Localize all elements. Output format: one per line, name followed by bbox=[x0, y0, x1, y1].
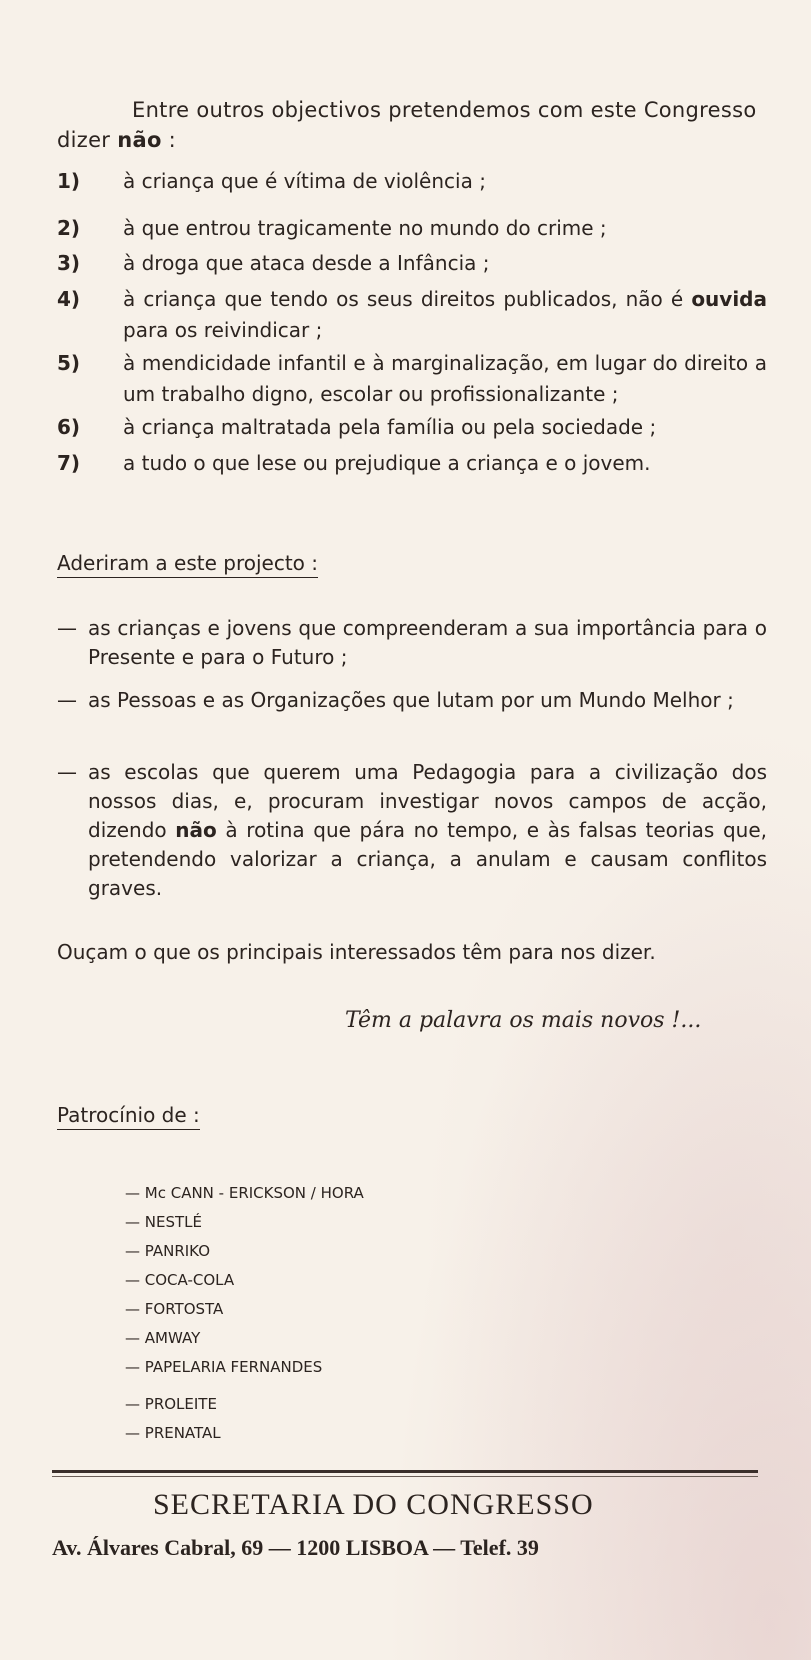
objective-item-5 bbox=[57, 348, 767, 410]
sponsor-item: — Mc CANN - ERICKSON / HORA bbox=[125, 1184, 364, 1202]
sponsor-item: — AMWAY bbox=[125, 1329, 201, 1347]
sponsor-item: — PANRIKO bbox=[125, 1242, 211, 1260]
secretariat-address: Av. Álvares Cabral, 69 — 1200 LISBOA — Telef. 39 bbox=[52, 1535, 539, 1560]
secretariat-title: SECRETARIA DO CONGRESSO bbox=[153, 1488, 594, 1521]
objective-number: 4) bbox=[57, 287, 81, 311]
objective-text: à mendicidade infantil e à marginalização, em lugar do direito a um trabalho digno, escolar ou profissionalizante ; bbox=[123, 351, 767, 406]
adherent-text-part: as escolas que querem uma Pedagogia para a civilização dos nossos dias, e, procuram investigar novos campos de acção, dizendo bbox=[88, 760, 767, 842]
sponsor-item: — FORTOSTA bbox=[125, 1300, 224, 1318]
objective-text: à criança maltratada pela família ou pela sociedade ; bbox=[123, 415, 657, 439]
intro-line-2 bbox=[57, 128, 176, 152]
intro-suffix: : bbox=[161, 128, 177, 152]
objective-text-part: à criança que tendo os seus direitos publicados, não é bbox=[123, 287, 692, 311]
objective-number: 3) bbox=[57, 251, 81, 275]
sponsor-item: — PROLEITE bbox=[125, 1395, 217, 1413]
dash-bullet: — bbox=[57, 688, 77, 712]
objective-text: à criança que é vítima de violência ; bbox=[123, 169, 486, 193]
objective-item-3 bbox=[57, 248, 767, 279]
objective-number: 6) bbox=[57, 415, 81, 439]
adherent-text: as Pessoas e as Organizações que lutam por um Mundo Melhor ; bbox=[88, 688, 734, 712]
objective-item-2 bbox=[57, 213, 767, 244]
objective-text: a tudo o que lese ou prejudique a criança e o jovem. bbox=[123, 451, 651, 475]
sponsor-item: — NESTLÉ bbox=[125, 1213, 202, 1231]
objective-number: 7) bbox=[57, 451, 81, 475]
intro-bold-nao: não bbox=[117, 128, 162, 152]
tagline: Têm a palavra os mais novos !... bbox=[345, 1008, 702, 1033]
adherent-item-2 bbox=[57, 686, 767, 715]
objective-text: à droga que ataca desde a Infância ; bbox=[123, 251, 490, 275]
objective-number: 1) bbox=[57, 169, 81, 193]
adherent-text bbox=[88, 758, 767, 903]
intro-line-1: Entre outros objectivos pretendemos com este Congresso bbox=[132, 98, 757, 122]
objective-text-part: para os reivindicar ; bbox=[123, 318, 323, 342]
adherents-heading: Aderiram a este projecto : bbox=[57, 551, 318, 578]
objective-item-1 bbox=[57, 166, 767, 197]
closing-sentence: Ouçam o que os principais interessados têm para nos dizer. bbox=[57, 940, 656, 964]
adherent-text-part: à rotina que pára no tempo, e às falsas teorias que, pretendendo valorizar a criança, a anulam e causam conflitos graves. bbox=[88, 818, 767, 900]
footer-divider-thin bbox=[52, 1476, 758, 1477]
footer-divider bbox=[52, 1470, 758, 1473]
sponsor-list bbox=[125, 1179, 364, 1448]
adherent-text: as crianças e jovens que compreenderam a sua importância para o Presente e para o Futuro ; bbox=[88, 616, 767, 669]
sponsor-item: — COCA-COLA bbox=[125, 1271, 235, 1289]
adherent-item-1 bbox=[57, 614, 767, 672]
objective-item-4 bbox=[57, 284, 767, 346]
objective-item-7 bbox=[57, 448, 767, 479]
intro-prefix: dizer bbox=[57, 128, 118, 152]
dash-bullet: — bbox=[57, 616, 77, 640]
objective-text: à que entrou tragicamente no mundo do crime ; bbox=[123, 216, 607, 240]
sponsor-item: — PRENATAL bbox=[125, 1424, 221, 1442]
sponsors-heading: Patrocínio de : bbox=[57, 1103, 200, 1130]
objective-item-6 bbox=[57, 412, 767, 443]
objective-number: 5) bbox=[57, 351, 81, 375]
objective-number: 2) bbox=[57, 216, 81, 240]
objective-bold-ouvida: ouvida bbox=[691, 287, 767, 311]
sponsor-item: — PAPELARIA FERNANDES bbox=[125, 1358, 323, 1376]
adherent-bold-nao: não bbox=[175, 818, 217, 842]
dash-bullet: — bbox=[57, 760, 77, 784]
objective-text bbox=[123, 284, 767, 346]
adherent-item-3 bbox=[57, 758, 767, 903]
